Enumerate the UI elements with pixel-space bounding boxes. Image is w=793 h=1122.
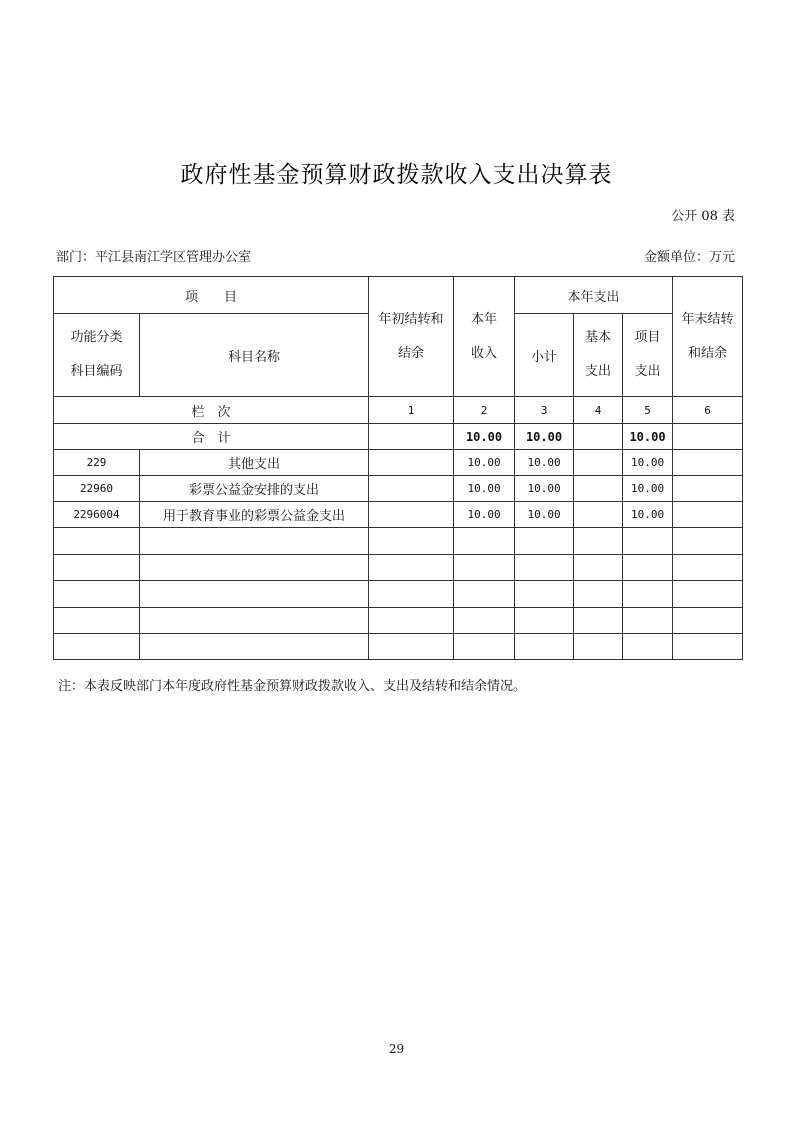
row-code: 22960	[54, 476, 140, 502]
row-beginning	[369, 502, 454, 528]
row-income: 10.00	[454, 502, 515, 528]
header-basic: 基本 支出	[574, 314, 623, 397]
column-index-label: 栏 次	[54, 397, 369, 424]
total-ending	[673, 424, 743, 450]
total-basic	[574, 424, 623, 450]
row-project: 10.00	[623, 450, 673, 476]
row-ending	[673, 450, 743, 476]
department-label: 部门：平江县南江学区管理办公室	[56, 250, 252, 265]
empty-row	[54, 555, 743, 581]
header-expense: 本年支出	[515, 277, 673, 314]
column-index: 1	[369, 397, 454, 424]
footnote: 注：本表反映部门本年度政府性基金预算财政拨款收入、支出及结转和结余情况。	[58, 679, 527, 694]
header-income: 本年 收入	[454, 277, 515, 397]
row-subtotal: 10.00	[515, 450, 574, 476]
empty-row	[54, 581, 743, 608]
header-row-1	[54, 277, 743, 314]
empty-row	[54, 528, 743, 555]
column-index: 3	[515, 397, 574, 424]
column-index: 6	[673, 397, 743, 424]
table-row	[54, 502, 743, 528]
table-row	[54, 450, 743, 476]
column-index-row	[54, 397, 743, 424]
row-code: 229	[54, 450, 140, 476]
row-subtotal: 10.00	[515, 476, 574, 502]
header-beginning-balance: 年初结转和 结余	[369, 277, 454, 397]
page-title: 政府性基金预算财政拨款收入支出决算表	[180, 162, 613, 188]
header-item: 项 目	[54, 277, 369, 314]
row-name: 彩票公益金安排的支出	[140, 476, 369, 502]
header-ending-balance: 年末结转 和结余	[673, 277, 743, 397]
row-code: 2296004	[54, 502, 140, 528]
row-project: 10.00	[623, 476, 673, 502]
row-name: 用于教育事业的彩票公益金支出	[140, 502, 369, 528]
row-basic	[574, 502, 623, 528]
header-code: 功能分类 科目编码	[54, 314, 140, 397]
row-beginning	[369, 476, 454, 502]
row-basic	[574, 476, 623, 502]
row-ending	[673, 476, 743, 502]
row-subtotal: 10.00	[515, 502, 574, 528]
total-beginning	[369, 424, 454, 450]
row-income: 10.00	[454, 450, 515, 476]
page-number: 29	[388, 1042, 405, 1056]
empty-row	[54, 608, 743, 634]
column-index: 4	[574, 397, 623, 424]
column-index: 2	[454, 397, 515, 424]
total-subtotal: 10.00	[515, 424, 574, 450]
table-row	[54, 476, 743, 502]
row-basic	[574, 450, 623, 476]
total-row	[54, 424, 743, 450]
header-project: 项目 支出	[623, 314, 673, 397]
total-project: 10.00	[623, 424, 673, 450]
row-ending	[673, 502, 743, 528]
total-income: 10.00	[454, 424, 515, 450]
row-income: 10.00	[454, 476, 515, 502]
fund-table	[53, 276, 743, 660]
empty-row	[54, 634, 743, 660]
total-label: 合 计	[54, 424, 369, 450]
row-project: 10.00	[623, 502, 673, 528]
row-name: 其他支出	[140, 450, 369, 476]
row-beginning	[369, 450, 454, 476]
header-subtotal: 小计	[515, 314, 574, 397]
column-index: 5	[623, 397, 673, 424]
unit-label: 金额单位：万元	[643, 250, 735, 265]
form-number: 公开 08 表	[671, 209, 735, 224]
header-name: 科目名称	[140, 314, 369, 397]
